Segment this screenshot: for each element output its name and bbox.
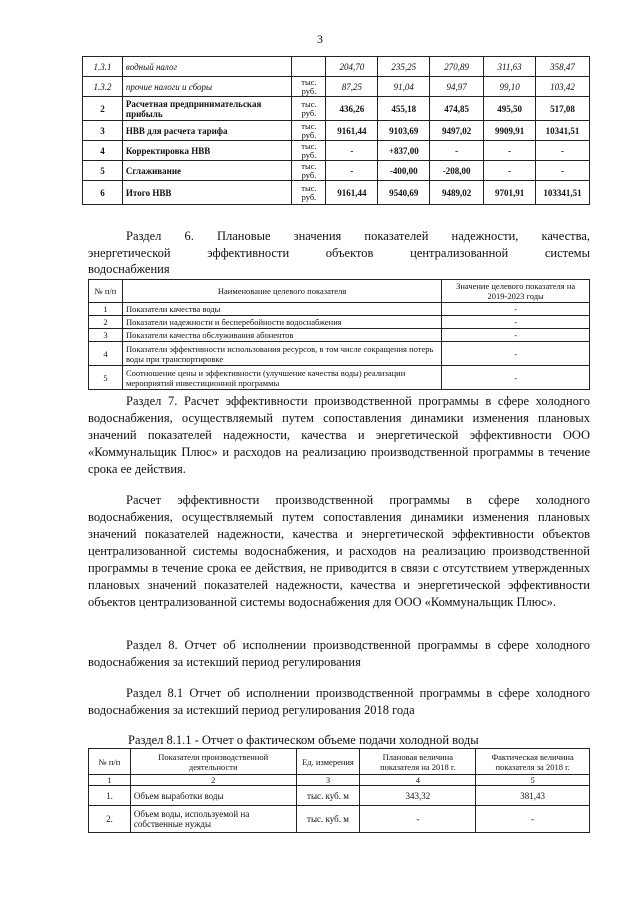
section8-1-1-caption: Раздел 8.1.1 - Отчет о фактическом объеме подачи холодной воды (128, 733, 479, 747)
targets-header-name: Наименование целевого показателя (122, 280, 441, 303)
targets-row (89, 366, 590, 390)
supply-table (88, 748, 590, 833)
budget-cell-label: Сглаживание (122, 161, 292, 181)
section8-1-heading: Раздел 8.1 Отчет об исполнении производственной программы в сфере холодного водоснабжения за истекший период регулирования 2018 года (88, 686, 590, 717)
section7-heading: Раздел 7. Расчет эффективности производственной программы в сфере холодного водоснабжения, осуществляемый путем сопоставления динамики изменения плановых значений показателей надежности, качества и энергетической эффективности ООО «Коммунальщик Плюс» и расходов на реализацию производственной программы в течение срока ее действия. (88, 394, 590, 476)
budget-cell-value: 311,63 (484, 57, 536, 77)
budget-cell-value: - (536, 141, 590, 161)
budget-cell-value: 517,08 (536, 97, 590, 121)
budget-cell-value: - (326, 141, 378, 161)
budget-cell-num: 4 (83, 141, 123, 161)
targets-cell-name: Показатели качества воды (122, 303, 441, 316)
budget-cell-unit: тыс. руб. (292, 141, 326, 161)
budget-cell-value: 9161,44 (326, 121, 378, 141)
supply-cell-fact: - (476, 806, 590, 833)
targets-cell-name: Показатели качества обслуживания абонентов (122, 329, 441, 342)
budget-cell-label: НВВ для расчета тарифа (122, 121, 292, 141)
targets-cell-name: Соотношение цены и эффективности (улучшение качества воды) реализации мероприятий инвестиционной программы (122, 366, 441, 390)
targets-cell-value: - (442, 303, 590, 316)
budget-cell-num: 6 (83, 181, 123, 205)
targets-cell-value: - (442, 342, 590, 366)
supply-index-cell: 4 (360, 775, 476, 786)
targets-header-row (89, 280, 590, 303)
supply-cell-plan: 343,32 (360, 786, 476, 806)
budget-table (82, 56, 590, 205)
section7-body: Расчет эффективности производственной программы в сфере холодного водоснабжения, осуществляемый путем сопоставления динамики изменения плановых значений показателей надежности, качества и энергетической эффективности объектов централизованной системы водоснабжения, и расходов на реализацию производственной программы в течение срока ее действия, не приводится в связи с отсутствием утвержденных плановых значений показателей надежности, качества и энергетической эффективности объектов централизованной системы водоснабжения для ООО «Коммунальщик Плюс». (88, 493, 590, 609)
budget-cell-value: 9540,69 (378, 181, 430, 205)
budget-cell-value: 94,97 (430, 77, 484, 97)
budget-row (83, 181, 590, 205)
budget-cell-value: 455,18 (378, 97, 430, 121)
budget-cell-value: - (430, 141, 484, 161)
targets-table (88, 279, 590, 390)
budget-cell-num: 5 (83, 161, 123, 181)
targets-cell-value: - (442, 329, 590, 342)
supply-row (89, 806, 590, 833)
budget-cell-num: 2 (83, 97, 123, 121)
targets-row (89, 316, 590, 329)
targets-cell-num: 3 (89, 329, 123, 342)
supply-cell-fact: 381,43 (476, 786, 590, 806)
budget-cell-value: - (326, 161, 378, 181)
budget-cell-value: 9701,91 (484, 181, 536, 205)
budget-cell-value: 9489,02 (430, 181, 484, 205)
budget-cell-value: 204,70 (326, 57, 378, 77)
supply-cell-name: Объем выработки воды (130, 786, 296, 806)
section6-heading-line3: водоснабжения (88, 262, 170, 276)
targets-cell-name: Показатели эффективности использования ресурсов, в том числе сокращения потерь воды при транспортировке (122, 342, 441, 366)
targets-cell-num: 4 (89, 342, 123, 366)
budget-cell-unit (292, 57, 326, 77)
targets-row (89, 303, 590, 316)
budget-cell-value: 91,04 (378, 77, 430, 97)
supply-row (89, 786, 590, 806)
budget-row (83, 121, 590, 141)
supply-header-fact: Фактическая величина показателя за 2018 г. (476, 749, 590, 775)
supply-index-cell: 1 (89, 775, 131, 786)
budget-cell-label: Корректировка НВВ (122, 141, 292, 161)
budget-row (83, 57, 590, 77)
supply-cell-name: Объем воды, используемой на собственные нужды (130, 806, 296, 833)
budget-cell-value: 10341,51 (536, 121, 590, 141)
budget-cell-value: 103341,51 (536, 181, 590, 205)
budget-cell-value: 9909,91 (484, 121, 536, 141)
supply-index-cell: 2 (130, 775, 296, 786)
targets-header-num: № п/п (89, 280, 123, 303)
supply-cell-plan: - (360, 806, 476, 833)
budget-cell-unit: тыс. руб. (292, 161, 326, 181)
budget-cell-label: Итого НВВ (122, 181, 292, 205)
supply-index-row (89, 775, 590, 786)
budget-row (83, 161, 590, 181)
budget-cell-value: 270,89 (430, 57, 484, 77)
budget-cell-value: 495,50 (484, 97, 536, 121)
budget-cell-value: - (536, 161, 590, 181)
section6-heading: Раздел 6. Плановые значения показателей надежности, качества, (126, 229, 590, 243)
targets-cell-value: - (442, 316, 590, 329)
targets-cell-name: Показатели надежности и бесперебойности водоснабжения (122, 316, 441, 329)
targets-cell-num: 1 (89, 303, 123, 316)
supply-cell-unit: тыс. куб. м (296, 786, 360, 806)
budget-cell-num: 3 (83, 121, 123, 141)
budget-cell-unit: тыс. руб. (292, 181, 326, 205)
budget-cell-value: 474,85 (430, 97, 484, 121)
supply-header-plan: Плановая величина показателя на 2018 г. (360, 749, 476, 775)
budget-row (83, 141, 590, 161)
targets-cell-num: 2 (89, 316, 123, 329)
supply-header-name: Показатели производственной деятельности (130, 749, 296, 775)
budget-cell-value: 103,42 (536, 77, 590, 97)
supply-index-cell: 5 (476, 775, 590, 786)
budget-row (83, 97, 590, 121)
budget-row (83, 77, 590, 97)
budget-cell-value: 87,25 (326, 77, 378, 97)
budget-cell-unit: тыс. руб. (292, 77, 326, 97)
section6-heading-line2: энергетической эффективности объектов централизованной системы (88, 246, 590, 260)
budget-cell-value: - (484, 161, 536, 181)
page-number: 3 (317, 32, 323, 46)
budget-cell-value: 9161,44 (326, 181, 378, 205)
budget-cell-value: +837,00 (378, 141, 430, 161)
targets-cell-value: - (442, 366, 590, 390)
section8-heading: Раздел 8. Отчет об исполнении производственной программы в сфере холодного водоснабжения за истекший период регулирования (88, 638, 590, 669)
budget-cell-label: водный налог (122, 57, 292, 77)
budget-cell-value: 436,26 (326, 97, 378, 121)
budget-cell-value: 235,25 (378, 57, 430, 77)
budget-cell-value: 99,10 (484, 77, 536, 97)
supply-index-cell: 3 (296, 775, 360, 786)
supply-header-unit: Ед. измерения (296, 749, 360, 775)
budget-cell-unit: тыс. руб. (292, 121, 326, 141)
budget-cell-value: -400,00 (378, 161, 430, 181)
supply-header-row (89, 749, 590, 775)
targets-header-value: Значение целевого показателя на 2019-2023 годы (442, 280, 590, 303)
supply-cell-num: 2. (89, 806, 131, 833)
budget-cell-label: Расчетная предпринимательская прибыль (122, 97, 292, 121)
budget-cell-value: 9497,02 (430, 121, 484, 141)
budget-cell-num: 1.3.2 (83, 77, 123, 97)
budget-cell-label: прочие налоги и сборы (122, 77, 292, 97)
budget-cell-num: 1.3.1 (83, 57, 123, 77)
budget-cell-unit: тыс. руб. (292, 97, 326, 121)
targets-row (89, 342, 590, 366)
budget-cell-value: -208,00 (430, 161, 484, 181)
budget-cell-value: 358,47 (536, 57, 590, 77)
supply-cell-unit: тыс. куб. м (296, 806, 360, 833)
supply-cell-num: 1. (89, 786, 131, 806)
targets-cell-num: 5 (89, 366, 123, 390)
budget-cell-value: - (484, 141, 536, 161)
budget-cell-value: 9103,69 (378, 121, 430, 141)
targets-row (89, 329, 590, 342)
supply-header-num: № п/п (89, 749, 131, 775)
